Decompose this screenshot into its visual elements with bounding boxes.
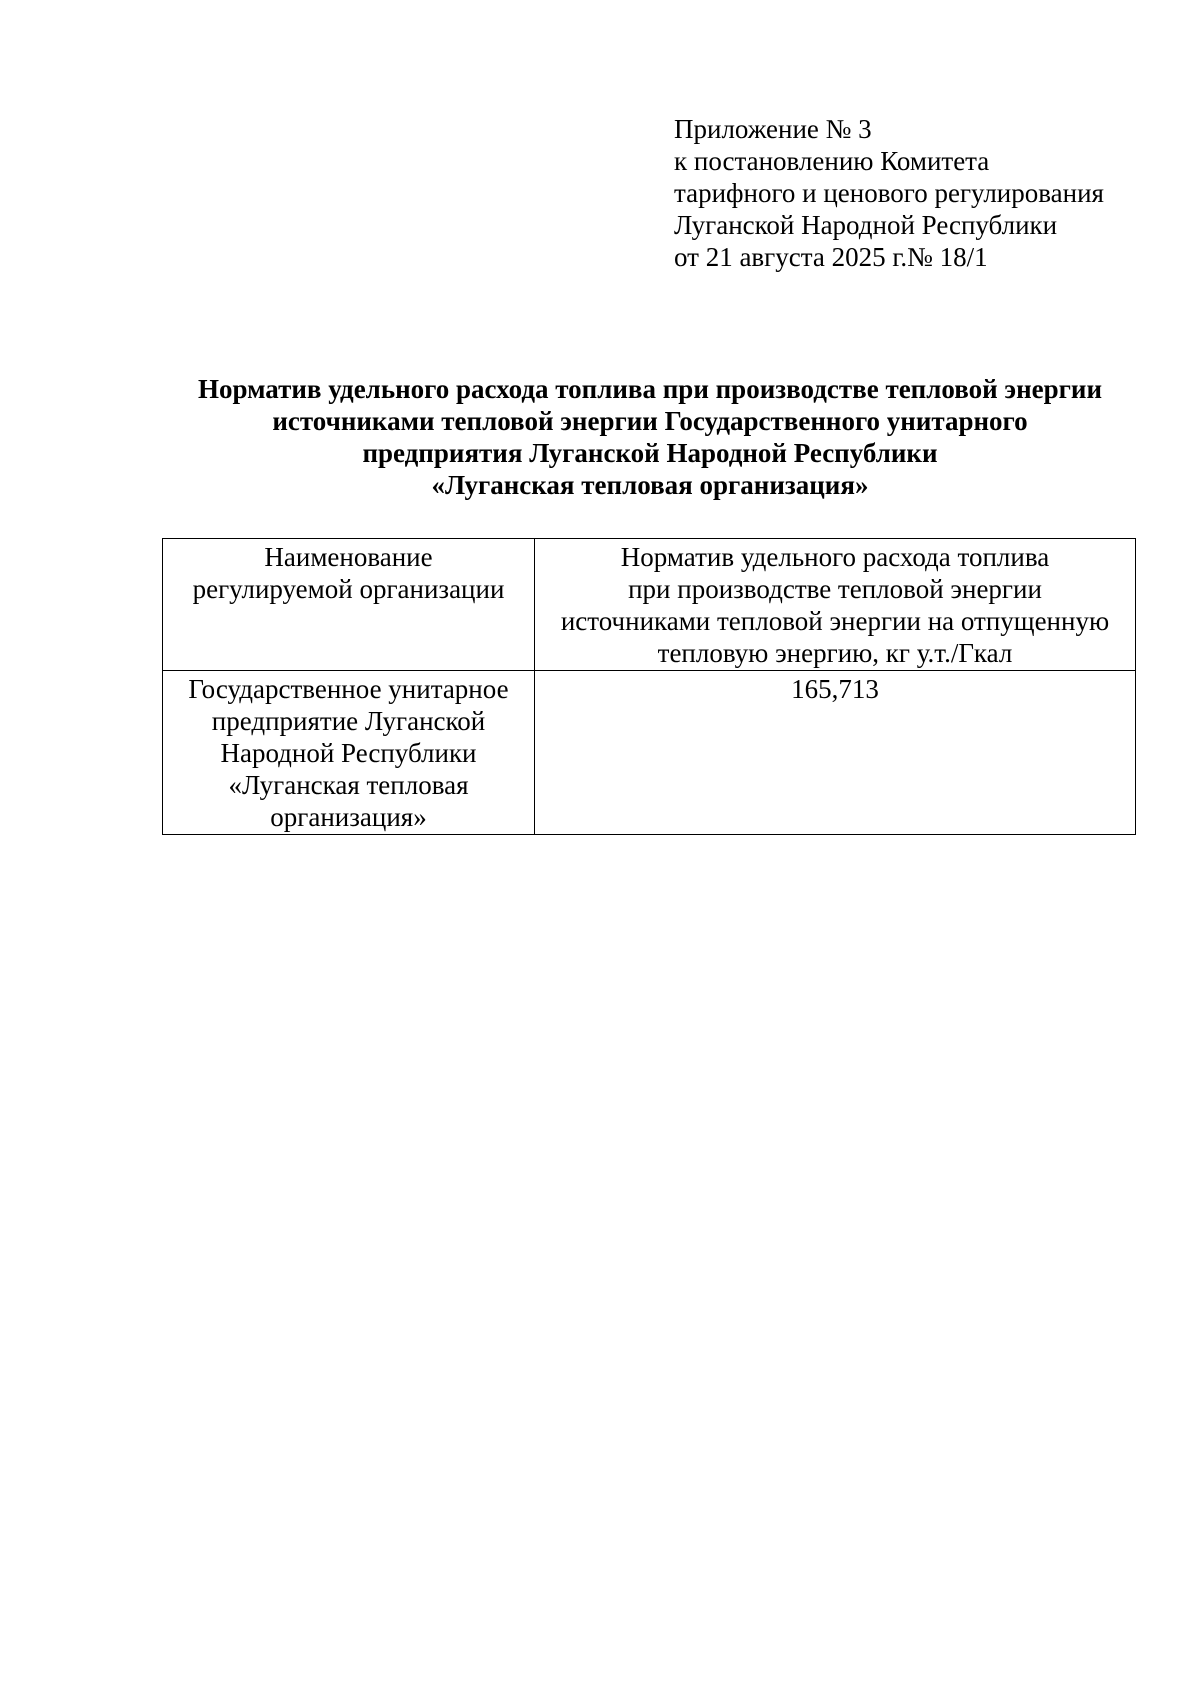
table-row [163,671,1136,835]
header-organization-name [163,539,535,671]
organization-text-line: Народной Республики [220,738,477,768]
header-fuel-norm [535,539,1136,671]
organization-text-line: «Луганская тепловая [228,770,469,800]
appendix-republic: Луганской Народной Республики [674,210,1058,240]
norm-value: 165,713 [791,674,879,704]
appendix-header [674,113,1174,273]
title-line: источниками тепловой энергии Государственного унитарного [272,406,1028,436]
title-line: Норматив удельного расхода топлива при производстве тепловой энергии [197,374,1103,404]
header-text-line: тепловую энергию, кг у.т./Гкал [657,638,1013,668]
title-line: предприятия Луганской Народной Республики [362,438,938,468]
appendix-reference: к постановлению Комитета [674,146,990,176]
header-text-line: Норматив удельного расхода топлива [620,542,1050,572]
appendix-number: Приложение № 3 [674,114,872,144]
cell-norm-value [535,671,1136,835]
header-text-line: при производстве тепловой энергии [628,574,1042,604]
document-title [150,373,1150,501]
table-header-row [163,539,1136,671]
title-line: «Луганская тепловая организация» [431,470,869,500]
cell-organization [163,671,535,835]
appendix-committee: тарифного и ценового регулирования [674,178,1104,208]
organization-text-line: предприятие Луганской [211,706,486,736]
norm-table [162,538,1136,835]
organization-text-line: организация» [270,802,427,832]
header-text-line: Наименование [264,542,433,572]
organization-text-line: Государственное унитарное [188,674,509,704]
header-text-line: регулируемой организации [192,574,505,604]
header-text-line: источниками тепловой энергии на отпущенную [560,606,1110,636]
appendix-date: от 21 августа 2025 г.№ 18/1 [674,242,988,272]
